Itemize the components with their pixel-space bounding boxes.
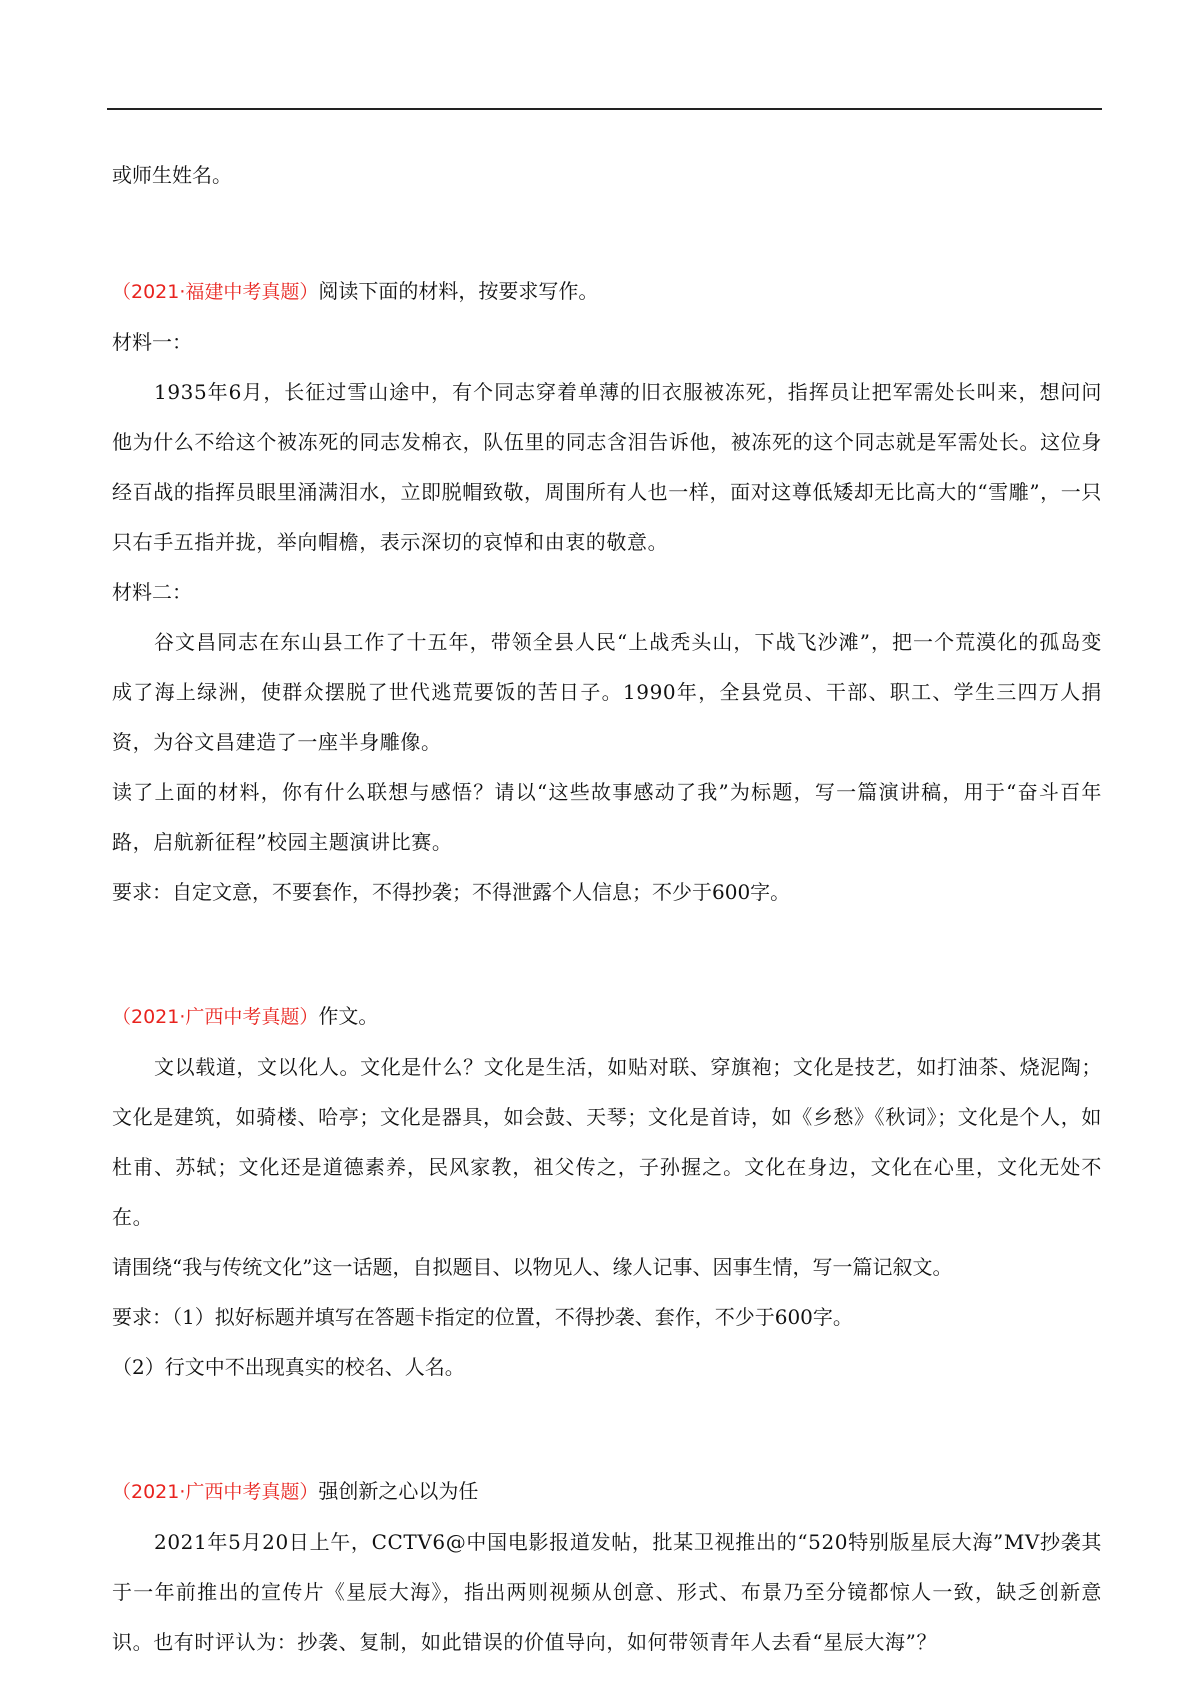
q2-passage: 文以载道，文以化人。文化是什么？文化是生活，如贴对联、穿旗袍；文化是技艺，如打油茶、烧泥陶；文化是建筑，如骑楼、哈亭；文化是器具，如会鼓、天琴；文化是首诗，如《乡愁》《秋词》；文化是个人，如杜甫、苏轼；文化还是道德素养，民风家教，祖父传之，子孙握之。文化在身边，文化在心里，文化无处不在。 — [112, 1055, 1102, 1229]
spacer — [112, 917, 1102, 991]
q2-requirement-1: 要求：（1）拟好标题并填写在答题卡指定的位置，不得抄袭、套作，不少于600字。 — [112, 1305, 853, 1329]
q3-source-label: （2021·广西中考真题） — [112, 1481, 319, 1503]
q3-prompt: 强创新之心以为任 — [318, 1479, 479, 1503]
q1-prompt: 阅读下面的材料，按要求写作。 — [318, 279, 599, 303]
q1-material2-text: 谷文昌同志在东山县工作了十五年，带领全县人民“上战秃头山，下战飞沙滩”，把一个荒漠化的孤岛变成了海上绿洲，使群众摆脱了世代逃荒要饭的苦日子。1990年，全县党员、干部、职工、学生三四万人捐资，为谷文昌建造了一座半身雕像。 — [112, 630, 1102, 754]
q3-passage: 2021年5月20日上午，CCTV6@中国电影报道发帖，批某卫视推出的“520特别版星辰大海”MV抄袭其于一年前推出的宣传片《星辰大海》，指出两则视频从创意、形式、布景乃至分镜都惊人一致，缺乏创新意识。也有时评认为：抄袭、复制，如此错误的价值导向，如何带领青年人去看“星辰大海”？ — [112, 1530, 1102, 1654]
q1-task: 读了上面的材料，你有什么联想与感悟？请以“这些故事感动了我”为标题，写一篇演讲稿，用于“奋斗百年路，启航新征程”校园主题演讲比赛。 — [112, 780, 1102, 854]
q2-task: 请围绕“我与传统文化”这一话题，自拟题目、以物见人、缘人记事、因事生情，写一篇记叙文。 — [112, 1255, 953, 1279]
q3-heading — [112, 1466, 1102, 1517]
q1-material1-text: 1935年6月，长征过雪山途中，有个同志穿着单薄的旧衣服被冻死，指挥员让把军需处长叫来，想问问他为什么不给这个被冻死的同志发棉衣，队伍里的同志含泪告诉他，被冻死的这个同志就是军需处长。这位身经百战的指挥员眼里涌满泪水，立即脱帽致敬，周围所有人也一样，面对这尊低矮却无比高大的“雪雕”，一只只右手五指并拢，举向帽檐，表示深切的哀悼和由衷的敬意。 — [112, 380, 1102, 554]
q1-requirements: 要求：自定文意，不要套作，不得抄袭；不得泄露个人信息；不少于600字。 — [112, 880, 791, 904]
page-content — [112, 150, 1102, 1667]
q2-prompt: 作文。 — [318, 1004, 379, 1028]
q2-requirement-2: （2）行文中不出现真实的校名、人名。 — [112, 1355, 465, 1379]
q2-heading — [112, 991, 1102, 1042]
q1-heading — [112, 266, 1102, 317]
spacer — [112, 1392, 1102, 1466]
q2-source-label: （2021·广西中考真题） — [112, 1006, 319, 1028]
header-rule — [107, 108, 1102, 110]
q1-source-label: （2021·福建中考真题） — [112, 281, 319, 303]
previous-question-fragment: 或师生姓名。 — [112, 163, 232, 187]
spacer — [112, 200, 1102, 266]
q1-material1-label: 材料一： — [112, 330, 192, 354]
q1-material2-label: 材料二： — [112, 580, 192, 604]
